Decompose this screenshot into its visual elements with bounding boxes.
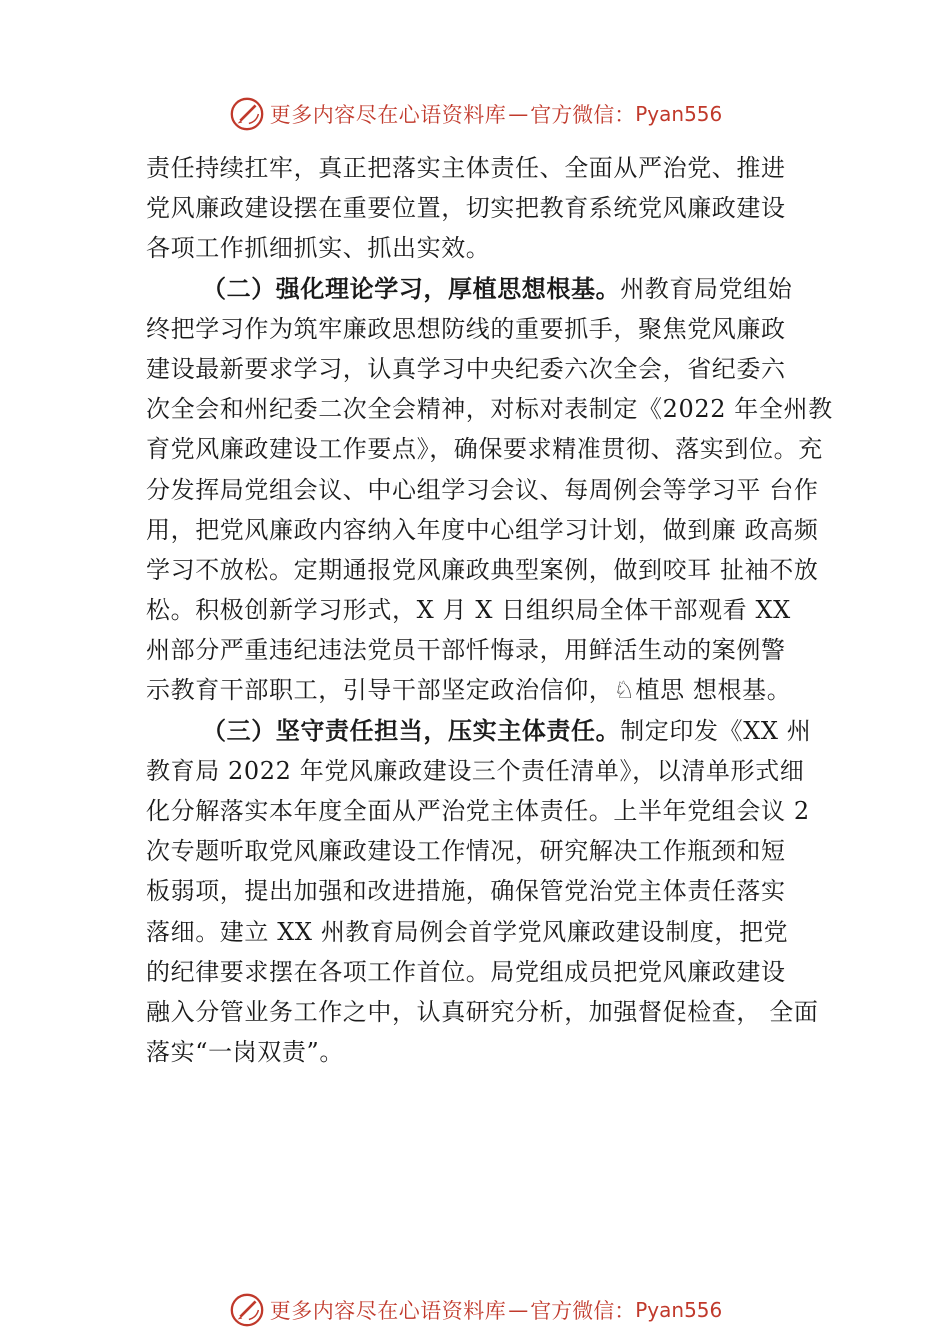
section-3-heading: （三）坚守责任担当，压实主体责任。 — [202, 715, 621, 745]
body-line: 用，把党风廉政内容纳入年度中心组学习计划，做到廉 政高频 — [146, 515, 819, 544]
body-line: 学习不放松。定期通报党风廉政典型案例，做到咬耳 扯袖不放 — [146, 555, 819, 584]
document-body — [146, 148, 836, 1072]
section-3-first-line-rest: 制定印发《XX 州 — [620, 716, 812, 745]
footer-wechat-id: Pyan556 — [635, 1298, 723, 1322]
footer-wechat-label: 官方微信： — [530, 1299, 636, 1323]
body-line: 建设最新要求学习，认真学习中央纪委六次全会，省纪委六 — [146, 354, 786, 383]
body-line: 化分解落实本年度全面从严治党主体责任。上半年党组会议 2 — [146, 797, 810, 825]
body-line: 融入分管业务工作之中，认真研究分析，加强督促检查， 全面 — [146, 997, 819, 1026]
section-2-first-line — [146, 269, 836, 309]
body-line: 落实“一岗双责”。 — [146, 1038, 344, 1067]
footer-dash: — — [508, 1298, 529, 1322]
footer-brand-text: 更多内容尽在心语资料库 — [269, 1299, 507, 1323]
body-line: 示教育干部职工，引导干部坚定政治信仰，♘植思 想根基。 — [146, 676, 792, 705]
body-line: 的纪律要求摆在各项工作首位。局党组成员把党风廉政建设 — [146, 957, 786, 986]
brand-logo-icon — [228, 1291, 266, 1329]
body-line: 党风廉政建设摆在重要位置，切实把教育系统党风廉政建设 — [146, 194, 786, 223]
footer-banner — [0, 1288, 950, 1332]
header-wechat-id: Pyan556 — [635, 102, 723, 126]
body-line: 教育局 2022 年党风廉政建设三个责任清单》，以清单形式细 — [146, 756, 805, 785]
body-line: 松。积极创新学习形式，X 月 X 日组织局全体干部观看 XX — [146, 596, 791, 625]
header-brand-text: 更多内容尽在心语资料库 — [269, 103, 507, 127]
body-line: 育党风廉政建设工作要点》，确保要求精准贯彻、落实到位。充 — [146, 435, 823, 464]
body-line: 落细。建立 XX 州教育局例会首学党风廉政建设制度，把党 — [146, 917, 789, 946]
body-line: 分发挥局党组会议、中心组学习会议、每周例会等学习平 台作 — [146, 475, 819, 504]
body-line: 各项工作抓细抓实、抓出实效。 — [146, 234, 491, 263]
body-line: 板弱项，提出加强和改进措施，确保管党治党主体责任落实 — [146, 877, 786, 906]
body-line: 终把学习作为筑牢廉政思想防线的重要抓手，聚焦党风廉政 — [146, 314, 786, 343]
section-2-first-line-rest: 州教育局党组始 — [620, 274, 793, 303]
body-line: 责任持续扛牢，真正把落实主体责任、全面从严治党、推进 — [146, 154, 786, 182]
header-banner — [0, 92, 950, 136]
header-wechat-label: 官方微信： — [530, 103, 636, 127]
body-line: 次全会和州纪委二次全会精神，对标对表制定《2022 年全州教 — [146, 395, 833, 424]
header-dash: — — [508, 102, 529, 126]
section-2-heading: （二）强化理论学习，厚植思想根基。 — [202, 273, 621, 303]
body-line: 次专题听取党风廉政建设工作情况，研究解决工作瓶颈和短 — [146, 837, 786, 866]
brand-logo-icon — [228, 95, 266, 133]
body-line: 州部分严重违纪违法党员干部忏悔录，用鲜活生动的案例警 — [146, 636, 786, 665]
section-3-first-line — [146, 711, 836, 751]
